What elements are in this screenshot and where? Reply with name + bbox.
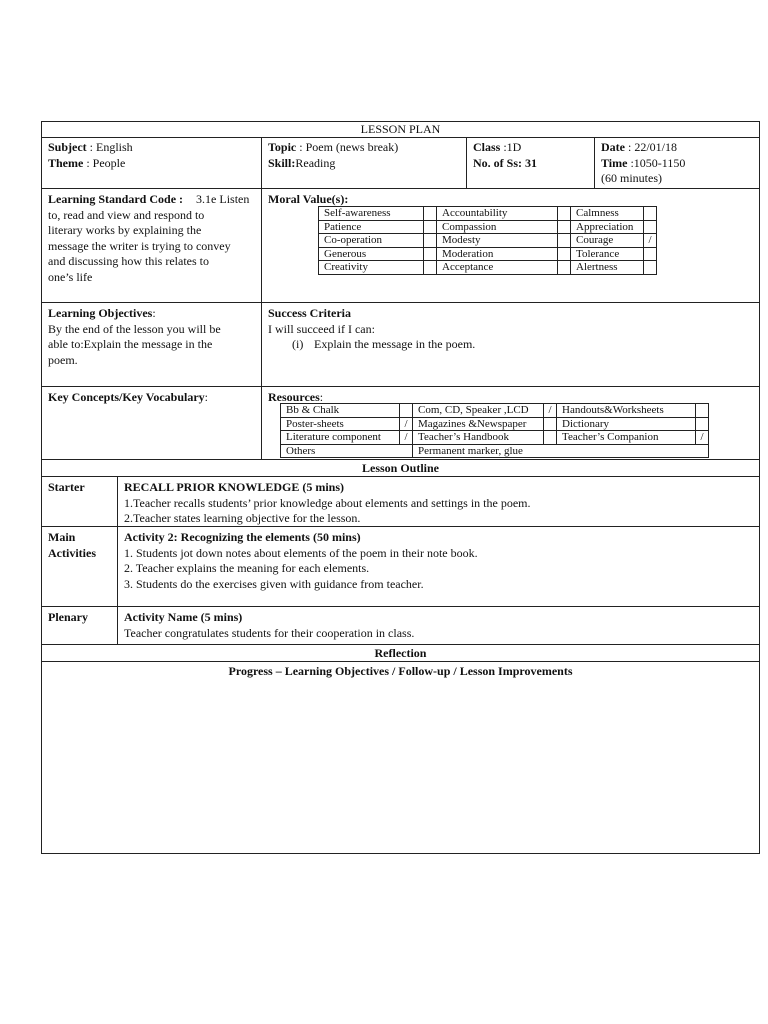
standard-moral-row — [42, 189, 759, 303]
moral-value-item: Creativity — [319, 261, 424, 275]
resource-item: Handouts&Worksheets — [557, 404, 696, 418]
moral-value-tick — [558, 207, 571, 221]
starter-line: 2.Teacher states learning objective for the lesson. — [124, 511, 361, 525]
plenary-content-cell — [118, 607, 759, 644]
moral-value-item: Moderation — [437, 247, 558, 261]
title-row — [42, 122, 759, 138]
learning-objectives-cell: Learning Objectives: By the end of the lesson you will be able to:Explain the message in the poem. — [42, 303, 262, 386]
time-label: Time — [601, 155, 628, 170]
moral-value-tick — [644, 247, 657, 261]
resource-tick: / — [400, 417, 413, 431]
learning-standard-cell: Learning Standard Code : 3.1e Listen to, read and view and respond to literary works by explaining the message the writer is trying to convey and discussing how this relates to one’s life — [42, 189, 262, 302]
main-label: Main — [48, 530, 76, 544]
progress-title: Progress – Learning Objectives / Follow-up / Lesson Improvements — [228, 664, 573, 678]
moral-value-row — [319, 234, 657, 248]
plenary-title: Activity Name (5 mins) — [124, 610, 243, 624]
resource-tick — [544, 417, 557, 431]
moral-value-tick — [558, 247, 571, 261]
moral-value-item: Acceptance — [437, 261, 558, 275]
resource-others-label: Others — [281, 444, 413, 458]
moral-value-row — [319, 247, 657, 261]
resources-label: Resources — [268, 390, 320, 404]
date-time-cell: Date : 22/01/18 Time :1050-1150 (60 minutes) — [595, 138, 759, 188]
moral-values-table — [318, 206, 657, 275]
moral-value-tick — [558, 261, 571, 275]
learning-objectives-line: By the end of the lesson you will be — [48, 321, 221, 336]
learning-standard-line: to, read and view and respond to — [48, 207, 205, 222]
resource-row — [281, 444, 709, 458]
class-cell — [467, 138, 595, 188]
moral-value-item: Modesty — [437, 234, 558, 248]
subject-value: English — [96, 140, 133, 154]
starter-label-cell — [42, 477, 118, 526]
activities-label: Activities — [48, 545, 96, 560]
topic-skill-cell: Topic : Poem (news break) Skill:Reading — [262, 138, 467, 188]
resource-tick: / — [696, 431, 709, 445]
starter-title: RECALL PRIOR KNOWLEDGE (5 mins) — [124, 480, 345, 494]
moral-value-tick — [558, 220, 571, 234]
header-info-row — [42, 138, 759, 189]
progress-row — [42, 662, 759, 853]
lesson-outline-title: Lesson Outline — [361, 461, 439, 475]
date-label: Date — [601, 140, 625, 154]
learning-standard-line: one’s life — [48, 269, 93, 284]
class-label: Class — [473, 140, 501, 154]
resource-item: Magazines &Newspaper — [413, 417, 544, 431]
resource-item: Bb & Chalk — [281, 404, 400, 418]
resource-item: Teacher’s Companion — [557, 431, 696, 445]
reflection-title: Reflection — [374, 646, 427, 660]
moral-value-tick — [424, 247, 437, 261]
lesson-outline-row — [42, 460, 759, 477]
moral-value-item: Appreciation — [571, 220, 644, 234]
subject-theme-cell: Subject : English Theme : People — [42, 138, 262, 188]
moral-value-item: Compassion — [437, 220, 558, 234]
moral-value-item: Patience — [319, 220, 424, 234]
moral-value-row — [319, 220, 657, 234]
main-activities-label-cell — [42, 527, 118, 606]
moral-value-tick — [424, 261, 437, 275]
learning-objectives-label: Learning Objectives — [48, 306, 153, 320]
resource-item: Dictionary — [557, 417, 696, 431]
moral-values-cell: Moral Value(s): Self-awareness Accountability Calmness Patience Compassion Appreciation Co-operation Modesty Courage / Generous Moderation Tolerance Creativity Acceptance Alertness — [262, 189, 759, 302]
resource-item: Poster-sheets — [281, 417, 400, 431]
key-vocabulary-cell: Key Concepts/Key Vocabulary: — [42, 387, 262, 459]
learning-standard-line: message the writer is trying to convey — [48, 238, 231, 253]
moral-value-tick — [424, 207, 437, 221]
skill-value: Reading — [295, 155, 336, 170]
main-activity-line: 1. Students jot down notes about elements of the poem in their note book. — [124, 545, 478, 560]
learning-standard-code: 3.1e Listen — [196, 192, 250, 206]
resources-table — [280, 403, 709, 458]
resource-tick — [696, 417, 709, 431]
resource-row — [281, 431, 709, 445]
duration-value: (60 minutes) — [601, 171, 662, 185]
starter-label: Starter — [48, 480, 85, 494]
moral-value-item: Generous — [319, 247, 424, 261]
reflection-row — [42, 645, 759, 662]
subject-label: Subject — [48, 140, 87, 154]
resources-cell: Resources: Bb & Chalk Com, CD, Speaker ,LCD / Handouts&Worksheets Poster-sheets / Magazines &Newspaper Dictionary Literature component / Teacher’s Handbook Teacher’s Companion / Others Permanent marker, glue — [262, 387, 759, 459]
lesson-plan-sheet — [41, 121, 760, 854]
moral-value-item: Self-awareness — [319, 207, 424, 221]
theme-value: People — [92, 155, 126, 170]
resource-tick: / — [400, 431, 413, 445]
moral-values-label: Moral Value(s) — [268, 192, 345, 206]
main-activity-line: 2. Teacher explains the meaning for each elements. — [124, 561, 370, 575]
moral-value-item: Calmness — [571, 207, 644, 221]
progress-cell — [42, 662, 759, 853]
moral-value-tick — [558, 234, 571, 248]
moral-value-tick — [644, 261, 657, 275]
resource-item: Teacher’s Handbook — [413, 431, 544, 445]
success-item-number: (i) — [292, 337, 304, 351]
resource-others-value: Permanent marker, glue — [413, 444, 709, 458]
resource-tick — [544, 431, 557, 445]
starter-content-cell — [118, 477, 759, 526]
main-activities-row — [42, 527, 759, 607]
starter-row — [42, 477, 759, 527]
moral-value-tick — [424, 234, 437, 248]
moral-value-tick: / — [644, 234, 657, 248]
skill-label: Skill: — [268, 155, 296, 170]
learning-standard-line: literary works by explaining the — [48, 223, 202, 237]
success-criteria-cell — [262, 303, 759, 386]
objectives-success-row — [42, 303, 759, 387]
moral-value-tick — [644, 220, 657, 234]
resource-item: Com, CD, Speaker ,LCD — [413, 404, 544, 418]
resource-item: Literature component — [281, 431, 400, 445]
class-value: :1D — [503, 140, 522, 154]
key-vocabulary-label: Key Concepts/Key Vocabulary — [48, 390, 205, 404]
moral-value-item: Tolerance — [571, 247, 644, 261]
moral-value-item: Alertness — [571, 261, 644, 275]
main-activity-title: Activity 2: Recognizing the elements (50 mins) — [124, 530, 361, 544]
vocab-resources-row — [42, 387, 759, 460]
students-label: No. of Ss: 31 — [473, 155, 538, 170]
success-criteria-label: Success Criteria — [268, 306, 351, 320]
starter-line: 1.Teacher recalls students’ prior knowledge about elements and settings in the poem. — [124, 495, 531, 510]
date-value: 22/01/18 — [634, 140, 678, 154]
moral-value-row — [319, 207, 657, 221]
success-item-text: Explain the message in the poem. — [314, 337, 476, 351]
plenary-row — [42, 607, 759, 645]
resource-tick: / — [544, 404, 557, 418]
resource-row — [281, 417, 709, 431]
theme-label: Theme — [48, 155, 84, 170]
moral-value-item: Courage — [571, 234, 644, 248]
learning-standard-label: Learning Standard Code — [48, 192, 177, 206]
main-activities-content-cell — [118, 527, 759, 606]
plenary-label-cell — [42, 607, 118, 644]
resource-tick — [400, 404, 413, 418]
moral-value-row — [319, 261, 657, 275]
plenary-line: Teacher congratulates students for their cooperation in class. — [124, 625, 415, 640]
moral-value-tick — [644, 207, 657, 221]
time-value: :1050-1150 — [630, 155, 686, 170]
moral-value-item: Accountability — [437, 207, 558, 221]
topic-label: Topic — [268, 140, 297, 154]
moral-value-tick — [424, 220, 437, 234]
topic-value: Poem (news break) — [305, 140, 399, 154]
learning-standard-line: and discussing how this relates to — [48, 254, 209, 268]
learning-objectives-line: able to:Explain the message in the — [48, 337, 213, 351]
main-activity-line: 3. Students do the exercises given with guidance from teacher. — [124, 576, 424, 591]
success-criteria-intro: I will succeed if I can: — [268, 321, 375, 336]
page-title: LESSON PLAN — [360, 122, 441, 136]
moral-value-item: Co-operation — [319, 234, 424, 248]
plenary-label: Plenary — [48, 610, 88, 624]
resource-tick — [696, 404, 709, 418]
resource-row — [281, 404, 709, 418]
learning-objectives-line: poem. — [48, 352, 78, 367]
